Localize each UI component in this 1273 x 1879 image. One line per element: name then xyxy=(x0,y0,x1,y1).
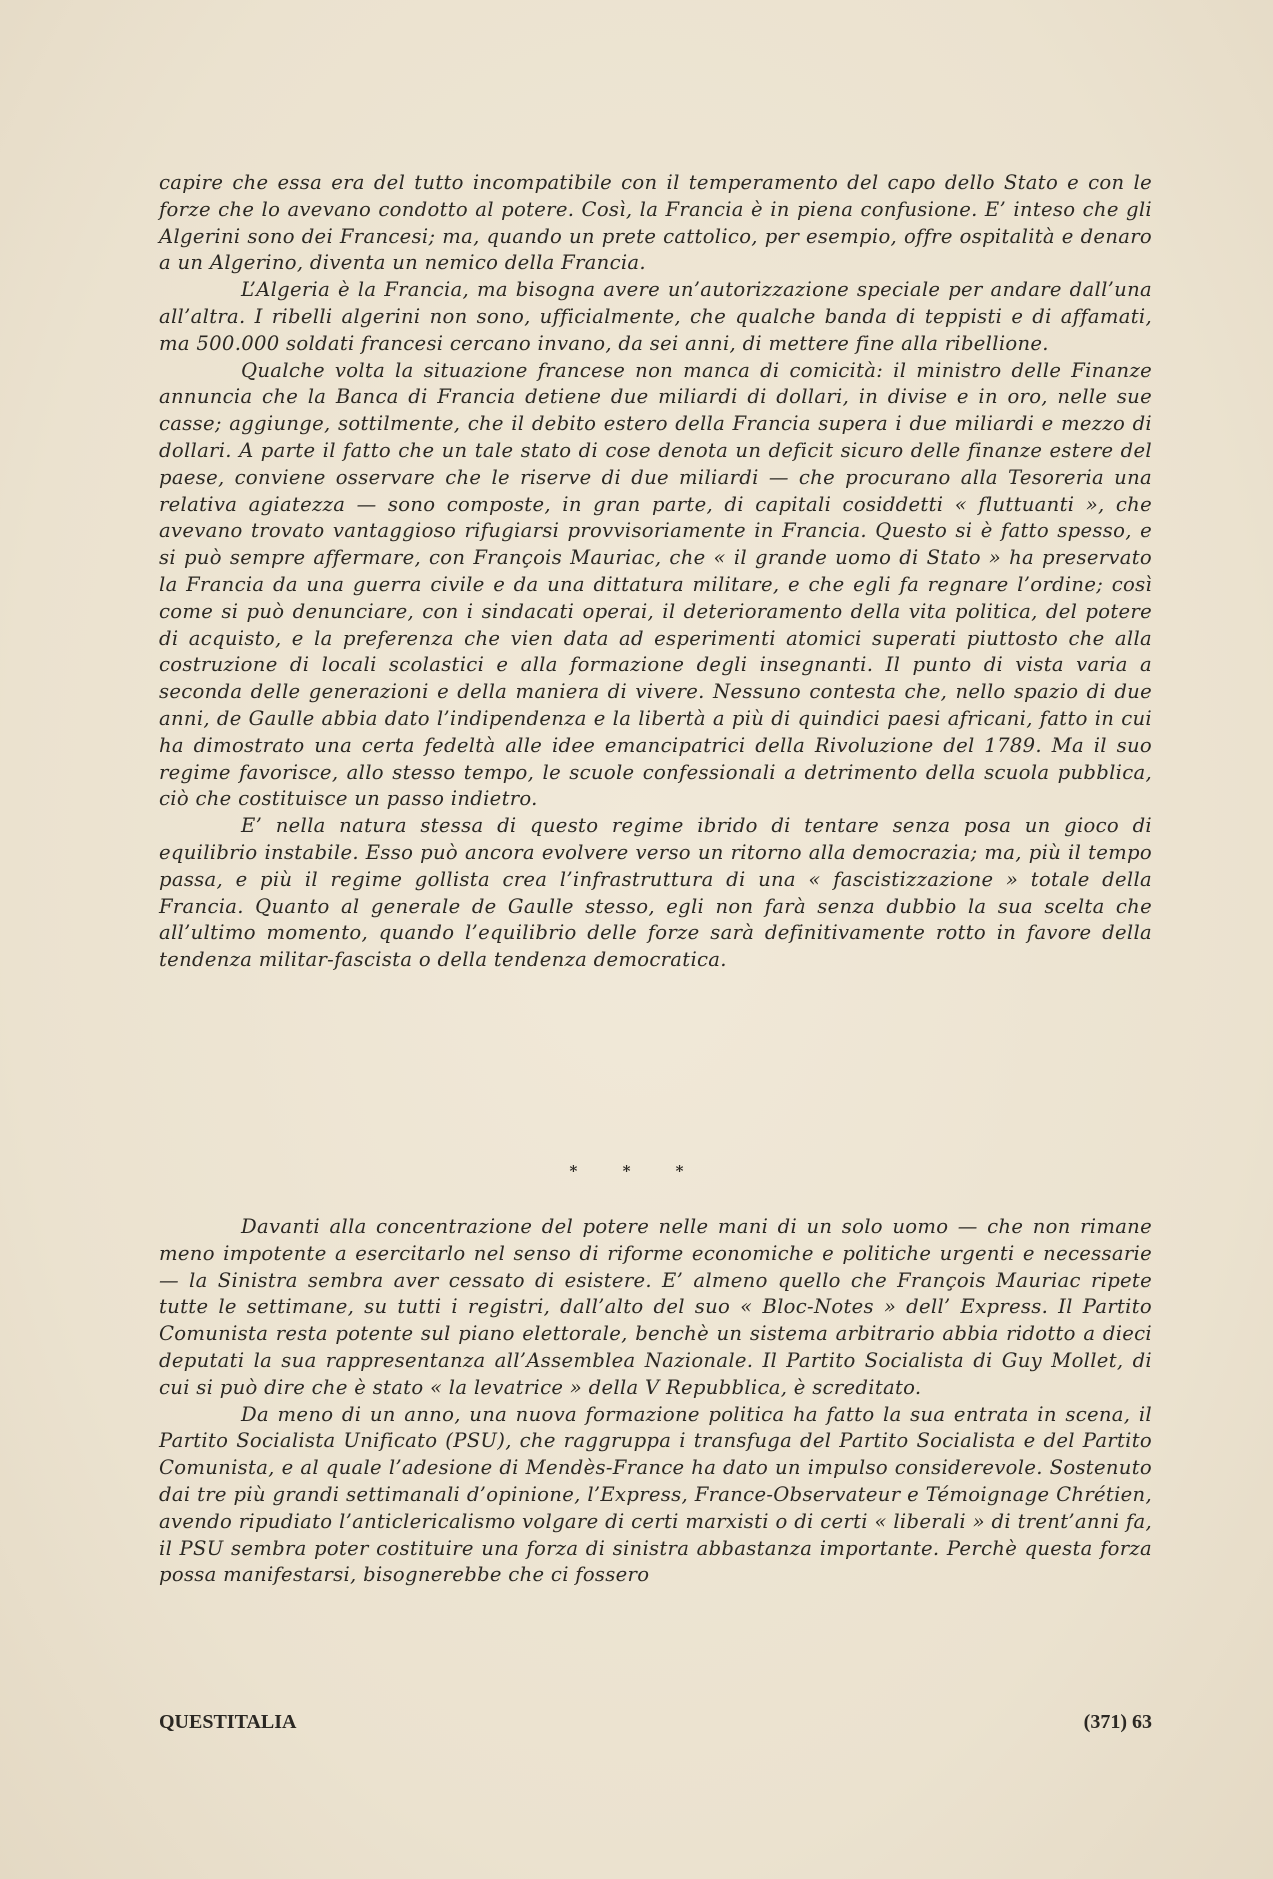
paragraph: E’ nella natura stessa di questo regime ibrido di tentare senza posa un gioco di equilibrio instabile. Esso può ancora evolvere verso un ritorno alla democrazia; ma, più il tempo passa, e più il regime gollista crea l’infrastruttura di una « fascistizzazione » totale della Francia. Quanto al generale de Gaulle stesso, egli non farà senza dubbio la sua scelta che all’ultimo momento, quando l’equilibrio delle forze sarà definitivamente rotto in favore della tendenza militar-fascista o della tendenza democratica. xyxy=(159,814,1152,972)
paragraph: Da meno di un anno, una nuova formazione politica ha fatto la sua entrata in scena, il Partito Socialista Unificato (PSU), che raggruppa i transfuga del Partito Socialista e del Partito Comunista, e al quale l’adesione di Mendès-France ha dato un impulso considerevole. Sostenuto dai tre più grandi settimanali d’opinione, l’Express, France-Observateur e Témoignage Chrétien, avendo ripudiato l’anticlericalismo volgare di certi marxisti o di certi « liberali » di trent’anni fa, il PSU sembra poter costituire una forza di sinistra abbastanza importante. Perchè questa forza possa manifestarsi, bisognerebbe che ci fossero xyxy=(159,1402,1152,1587)
article-text-lower xyxy=(159,1214,1152,1589)
section-separator: * * * xyxy=(569,1162,704,1180)
paragraph: Qualche volta la situazione francese non manca di comicità: il ministro delle Finanze annuncia che la Banca di Francia detiene due miliardi di dollari, in divise e in oro, nelle sue casse; aggiunge, sottilmente, che il debito estero della Francia supera i due miliardi e mezzo di dollari. A parte il fatto che un tale stato di cose denota un deficit sicuro delle finanze estere del paese, conviene osservare che le riserve di due miliardi — che procurano alla Tesoreria una relativa agiatezza — sono composte, in gran parte, di capitali cosiddetti « fluttuanti », che avevano trovato vantaggioso rifugiarsi provvisoriamente in Francia. Questo si è fatto spesso, e si può sempre affermare, con François Mauriac, che « il grande uomo di Stato » ha preservato la Francia da una guerra civile e da una dittatura militare, e che egli fa regnare l’ordine; così come si può denunciare, con i sindacati operai, il deterioramento della vita politica, del potere di acquisto, e la preferenza che vien data ad esperimenti atomici superati piuttosto che alla costruzione di locali scolastici e alla formazione degli insegnanti. Il punto di vista varia a seconda delle generazioni e della maniera di vivere. Nessuno contesta che, nello spazio di due anni, de Gaulle abbia dato l’indipendenza e la libertà a più di quindici paesi africani, fatto in cui ha dimostrato una certa fedeltà alle idee emancipatrici della Rivoluzione del 1789. Ma il suo regime favorisce, allo stesso tempo, le scuole confessionali a detrimento della scuola pubblica, ciò che costituisce un passo indietro. xyxy=(159,358,1152,811)
magazine-name: QUESTITALIA xyxy=(159,1711,297,1733)
paragraph: Davanti alla concentrazione del potere nelle mani di un solo uomo — che non rimane meno impotente a esercitarlo nel senso di riforme economiche e politiche urgenti e necessarie — la Sinistra sembra aver cessato di esistere. E’ almeno quello che François Mauriac ripete tutte le settimane, su tutti i registri, dall’alto del suo « Bloc-Notes » dell’ Express. Il Partito Comunista resta potente sul piano elettorale, benchè un sistema arbitrario abbia ridotto a dieci deputati la sua rappresentanza all’Assemblea Nazionale. Il Partito Socialista di Guy Mollet, di cui si può dire che è stato « la levatrice » della V Repubblica, è screditato. xyxy=(159,1215,1152,1399)
page-number: (371) 63 xyxy=(1083,1711,1152,1733)
paragraph: capire che essa era del tutto incompatibile con il temperamento del capo dello Stato e con le forze che lo avevano condotto al potere. Così, la Francia è in piena confusione. E’ inteso che gli Algerini sono dei Francesi; ma, quando un prete cattolico, per esempio, offre ospitalità e denaro a un Algerino, diventa un nemico della Francia. xyxy=(159,171,1152,275)
paragraph: L’Algeria è la Francia, ma bisogna avere un’autorizzazione speciale per andare dall’una all’altra. I ribelli algerini non sono, ufficialmente, che qualche banda di teppisti e di affamati, ma 500.000 soldati francesi cercano invano, da sei anni, di mettere fine alla ribellione. xyxy=(159,278,1152,355)
article-text-upper xyxy=(159,170,1152,974)
